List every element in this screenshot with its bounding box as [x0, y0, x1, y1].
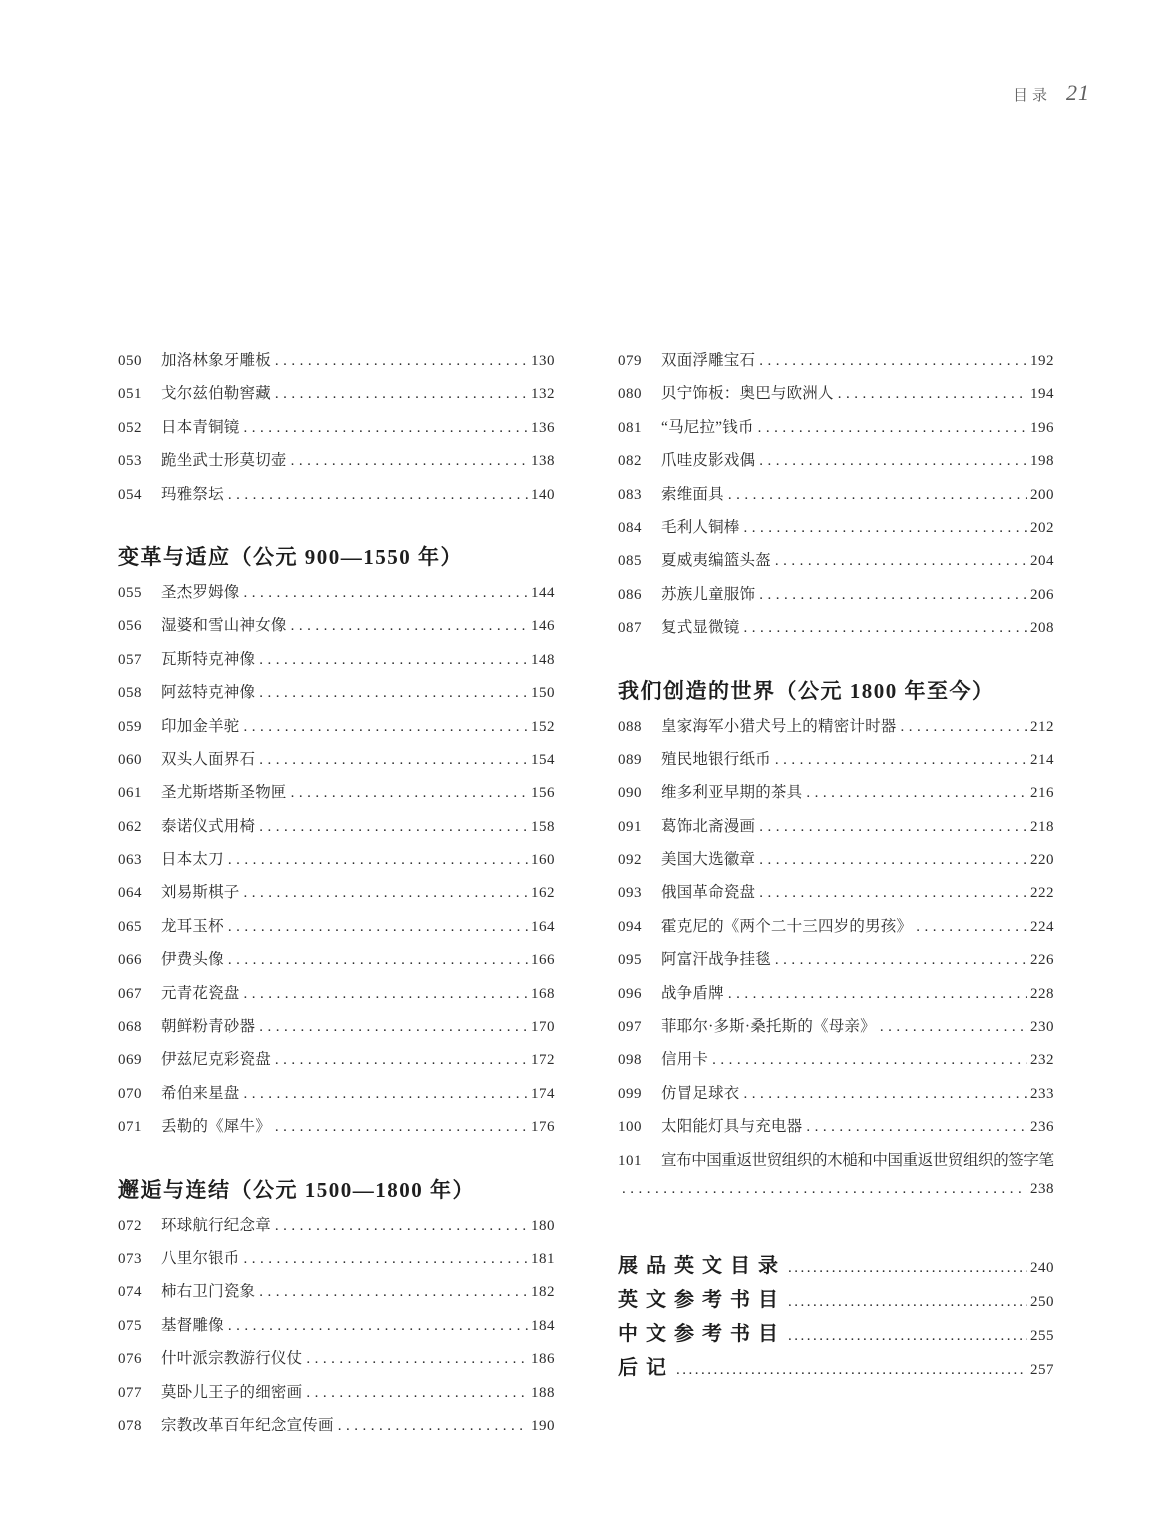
entry-page-number: 144: [531, 584, 555, 601]
entry-page-number: 226: [1030, 952, 1054, 969]
dot-leader: [259, 652, 528, 669]
entry-title: 加洛林象牙雕板: [161, 352, 271, 369]
dot-leader: [244, 1086, 528, 1103]
toc-entry: [618, 880, 1054, 913]
entry-number: 053: [118, 453, 142, 470]
entry-page-number: 220: [1030, 852, 1054, 869]
entry-number: 099: [618, 1085, 642, 1102]
entry-page-number: 188: [531, 1384, 555, 1401]
dot-leader: [806, 785, 1027, 802]
toc-entry: [118, 1413, 555, 1446]
entry-number: 082: [618, 453, 642, 470]
entry-number: 093: [618, 885, 642, 902]
dot-leader: [275, 386, 528, 403]
dot-leader: [275, 1218, 528, 1235]
entry-page-number: 186: [531, 1351, 555, 1368]
toc-entry: [618, 448, 1054, 481]
dot-leader: [744, 520, 1027, 537]
entry-title: 伊费头像: [161, 951, 224, 969]
toc-entry: [118, 914, 555, 947]
entry-title: 贝宁饰板：奥巴与欧洲人: [661, 385, 834, 403]
toc-entry: [118, 1114, 555, 1147]
entry-number: 069: [118, 1052, 142, 1069]
dot-leader: [275, 1119, 528, 1136]
entry-page-number: 146: [531, 618, 555, 635]
backmatter-entry: [618, 1249, 1054, 1283]
dot-leader: [758, 420, 1027, 437]
entry-title: 刘易斯棋子: [161, 884, 240, 902]
dot-leader: [244, 1251, 528, 1268]
entry-number: 060: [118, 751, 142, 768]
dot-leader: [244, 719, 528, 736]
entry-number: 088: [618, 718, 642, 735]
toc-entry: [118, 981, 555, 1014]
dot-leader: [775, 952, 1027, 969]
toc-entry: [118, 780, 555, 813]
entry-page-number: 180: [531, 1217, 555, 1234]
entry-number: 074: [118, 1284, 142, 1301]
toc-entry: [618, 381, 1054, 414]
dot-leader: [916, 919, 1027, 936]
dot-leader: [759, 819, 1027, 836]
entry-page-number: 200: [1030, 486, 1054, 503]
entry-page-number: 240: [1030, 1260, 1054, 1277]
entry-number: 052: [118, 419, 142, 436]
entry-number: 073: [118, 1250, 142, 1267]
entry-title: 伊兹尼克彩瓷盘: [161, 1051, 271, 1069]
toc-entry: [618, 1148, 1054, 1181]
entry-page-number: 212: [1030, 718, 1054, 735]
dot-leader: [275, 353, 528, 370]
dot-leader: [306, 1385, 528, 1402]
toc-entry: [118, 613, 555, 646]
toc-entry: [618, 515, 1054, 548]
entry-title: 丢勒的《犀牛》: [161, 1118, 271, 1136]
toc-entry: [118, 1213, 555, 1246]
entry-number: 095: [618, 952, 642, 969]
dot-leader: [259, 1284, 528, 1301]
dot-leader: [259, 1019, 528, 1036]
entry-title: 什叶派宗教游行仪仗: [161, 1350, 303, 1368]
entry-page-number: 228: [1030, 985, 1054, 1002]
entry-number: 051: [118, 386, 142, 403]
entry-number: 080: [618, 386, 642, 403]
entry-title: 美国大选徽章: [661, 851, 756, 869]
entry-number: 064: [118, 885, 142, 902]
dot-leader: [244, 986, 528, 1003]
page-header: [1013, 80, 1090, 106]
entry-page-number: 236: [1030, 1119, 1054, 1136]
entry-page-number: 198: [1030, 453, 1054, 470]
dot-leader: [712, 1052, 1027, 1069]
toc-entry: [118, 1246, 555, 1279]
entry-number: 062: [118, 818, 142, 835]
entry-number: 068: [118, 1019, 142, 1036]
entry-title: 元青花瓷盘: [161, 984, 240, 1002]
entry-page-number: 148: [531, 651, 555, 668]
entry-number: 055: [118, 584, 142, 601]
entry-page-number: 170: [531, 1019, 555, 1036]
entry-page-number: 136: [531, 419, 555, 436]
entry-number: 091: [618, 818, 642, 835]
toc-entry: [618, 582, 1054, 615]
entry-title: 英文参考书目: [618, 1289, 786, 1312]
entry-title: 战争盾牌: [661, 984, 724, 1002]
entry-number: 079: [618, 353, 642, 369]
dot-leader: [259, 819, 528, 836]
toc-entry: [118, 647, 555, 680]
entry-title: 宗教改革百年纪念宣传画: [161, 1416, 334, 1434]
dot-leader: [775, 553, 1027, 570]
toc-entry: [118, 1346, 555, 1379]
entry-title: 索维面具: [661, 485, 724, 503]
entry-title: 圣尤斯塔斯圣物匣: [161, 784, 287, 802]
entry-page-number: 130: [531, 353, 555, 369]
entry-title: 瓦斯特克神像: [161, 650, 256, 668]
toc-entry: [118, 680, 555, 713]
entry-number: 100: [618, 1119, 642, 1136]
toc-entry: [118, 1313, 555, 1346]
dot-leader: [788, 1328, 1027, 1345]
header-page-number: 21: [1066, 80, 1090, 105]
entry-title: 希伯来星盘: [161, 1084, 240, 1102]
toc-entry: [618, 981, 1054, 1014]
dot-leader: [744, 620, 1027, 637]
entry-title: 阿兹特克神像: [161, 684, 256, 702]
dot-leader: [228, 919, 528, 936]
entry-page-number: 172: [531, 1052, 555, 1069]
entry-title: 圣杰罗姆像: [161, 583, 240, 601]
dot-leader: [759, 852, 1027, 869]
entry-title: 龙耳玉杯: [161, 917, 224, 935]
entry-title: 夏威夷编篮头盔: [661, 552, 771, 570]
entry-title: 复式显微镜: [661, 619, 740, 637]
dot-leader: [291, 453, 528, 470]
toc-entry: [118, 947, 555, 980]
toc-column-right: [618, 348, 1054, 1385]
entry-number: 058: [118, 685, 142, 702]
toc-entry: [118, 1279, 555, 1312]
toc-entry: [118, 814, 555, 847]
entry-page-number: 255: [1030, 1328, 1054, 1345]
entry-title: 戈尔兹伯勒窖藏: [161, 385, 271, 403]
entry-page-number: 224: [1030, 918, 1054, 935]
entry-number: 098: [618, 1052, 642, 1069]
entry-number: 094: [618, 918, 642, 935]
entry-title: 信用卡: [661, 1051, 709, 1069]
entry-page-number: 152: [531, 718, 555, 735]
toc-entry: [618, 914, 1054, 947]
backmatter-block: [618, 1249, 1054, 1385]
toc-entry: [118, 747, 555, 780]
entry-number: 089: [618, 751, 642, 768]
toc-entry-continuation: [618, 1181, 1054, 1214]
entry-title: 维多利亚早期的茶具: [661, 784, 803, 802]
entry-page-number: 150: [531, 685, 555, 702]
entry-number: 067: [118, 985, 142, 1002]
toc-entry: [618, 947, 1054, 980]
entry-title: 菲耶尔·多斯·桑托斯的《母亲》: [661, 1018, 876, 1036]
dot-leader: [259, 685, 528, 702]
entry-title: 霍克尼的《两个二十三四岁的男孩》: [661, 917, 913, 935]
dot-leader: [728, 487, 1027, 504]
entry-number: 092: [618, 852, 642, 869]
toc-entry: [618, 1081, 1054, 1114]
entry-number: 054: [118, 486, 142, 503]
toc-entry: [618, 714, 1054, 747]
entry-page-number: 156: [531, 785, 555, 802]
toc-entry: [618, 1047, 1054, 1080]
entry-title: 皇家海军小猎犬号上的精密计时器: [661, 717, 897, 735]
dot-leader: [291, 785, 528, 802]
dot-leader: [244, 420, 528, 437]
entry-number: 084: [618, 519, 642, 536]
toc-entry: [118, 381, 555, 414]
dot-leader: [259, 752, 528, 769]
dot-leader: [759, 353, 1027, 370]
entry-page-number: 140: [531, 486, 555, 503]
header-section-label: 目录: [1012, 88, 1051, 104]
toc-column-left: [118, 348, 555, 1446]
entry-number: 085: [618, 553, 642, 570]
entry-title: 殖民地银行纸币: [661, 750, 771, 768]
backmatter-entry: [618, 1317, 1054, 1351]
entry-page-number: 257: [1030, 1362, 1054, 1379]
section-heading: 变革与适应（公元 900—1550 年）: [118, 545, 463, 570]
entry-title: 跪坐武士形莫切壶: [161, 452, 287, 470]
entry-title: 玛雅祭坛: [161, 485, 224, 503]
entry-page-number: 190: [531, 1417, 555, 1434]
entry-title: 柿右卫门瓷象: [161, 1283, 256, 1301]
entry-page-number: 218: [1030, 818, 1054, 835]
entry-title: 基督雕像: [161, 1316, 224, 1334]
toc-entry: [118, 714, 555, 747]
toc-entry: [618, 780, 1054, 813]
entry-page-number: 202: [1030, 519, 1054, 536]
entry-page-number: 162: [531, 885, 555, 902]
entry-page-number: 204: [1030, 553, 1054, 570]
dot-leader: [291, 618, 528, 635]
dot-leader: [338, 1418, 528, 1435]
entry-number: 083: [618, 486, 642, 503]
entry-number: 090: [618, 785, 642, 802]
entry-number: 066: [118, 952, 142, 969]
toc-entry: [118, 415, 555, 448]
entry-title: 展品英文目录: [618, 1255, 786, 1278]
entry-number: 075: [118, 1317, 142, 1334]
entry-page-number: 174: [531, 1085, 555, 1102]
toc-entry: [118, 1047, 555, 1080]
entry-number: 078: [118, 1417, 142, 1434]
entry-page-number: 166: [531, 952, 555, 969]
entry-page-number: 184: [531, 1317, 555, 1334]
entry-title: 双面浮雕宝石: [661, 352, 756, 369]
entry-number: 050: [118, 353, 142, 369]
entry-number: 056: [118, 618, 142, 635]
entry-title: 太阳能灯具与充电器: [661, 1118, 803, 1136]
toc-entry: [118, 448, 555, 481]
entry-number: 101: [618, 1152, 642, 1169]
dot-leader: [228, 952, 528, 969]
toc-entry: [118, 482, 555, 515]
entry-title: 苏族儿童服饰: [661, 585, 756, 603]
entry-title: 日本太刀: [161, 851, 224, 869]
toc-entry: [118, 580, 555, 613]
toc-entry: [618, 847, 1054, 880]
dot-leader: [775, 752, 1027, 769]
toc-entry: [618, 615, 1054, 648]
dot-leader: [759, 885, 1027, 902]
toc-entry: [118, 1014, 555, 1047]
entry-page-number: 222: [1030, 885, 1054, 902]
entry-number: 081: [618, 419, 642, 436]
entry-number: 087: [618, 620, 642, 637]
entry-number: 063: [118, 852, 142, 869]
toc-entry: [118, 880, 555, 913]
dot-leader: [228, 852, 528, 869]
entry-page-number: 132: [531, 386, 555, 403]
entry-page-number: 250: [1030, 1294, 1054, 1311]
entry-page-number: 230: [1030, 1019, 1054, 1036]
entry-page-number: 168: [531, 985, 555, 1002]
entry-title: 日本青铜镜: [161, 418, 240, 436]
dot-leader: [759, 587, 1027, 604]
entry-page-number: 158: [531, 818, 555, 835]
dot-leader: [788, 1260, 1027, 1277]
entry-number: 070: [118, 1085, 142, 1102]
entry-page-number: 176: [531, 1119, 555, 1136]
toc-entry: [618, 482, 1054, 515]
dot-leader: [306, 1351, 528, 1368]
entry-page-number: 154: [531, 751, 555, 768]
entry-number: 097: [618, 1019, 642, 1036]
entry-number: 057: [118, 651, 142, 668]
entry-title: 中文参考书目: [618, 1323, 786, 1346]
entry-page-number: 181: [531, 1250, 555, 1267]
entry-title: 俄国革命瓷盘: [661, 884, 756, 902]
section-heading: 邂逅与连结（公元 1500—1800 年）: [118, 1178, 475, 1203]
entry-number: 071: [118, 1119, 142, 1136]
entry-page-number: 232: [1030, 1052, 1054, 1069]
backmatter-entry: [618, 1283, 1054, 1317]
entry-page-number: 138: [531, 453, 555, 470]
toc-entry: [618, 548, 1054, 581]
entry-number: 077: [118, 1384, 142, 1401]
dot-leader: [838, 386, 1027, 403]
section-heading: 我们创造的世界（公元 1800 年至今）: [618, 679, 995, 704]
toc-entry: [118, 348, 555, 381]
entry-title: 毛利人铜棒: [661, 518, 740, 536]
entry-title: 宣布中国重返世贸组织的木槌和中国重返世贸组织的签字笔: [661, 1151, 1054, 1169]
toc-entry: [618, 814, 1054, 847]
entry-number: 072: [118, 1217, 142, 1234]
entry-title: 莫卧儿王子的细密画: [161, 1383, 303, 1401]
entry-page-number: 194: [1030, 386, 1054, 403]
backmatter-entry: [618, 1351, 1054, 1385]
toc-entry: [618, 415, 1054, 448]
entry-title: “马尼拉”钱币: [661, 418, 754, 436]
dot-leader: [880, 1019, 1027, 1036]
entry-page-number: 164: [531, 918, 555, 935]
dot-leader: [788, 1294, 1027, 1311]
entry-number: 061: [118, 785, 142, 802]
entry-page-number: 192: [1030, 353, 1054, 369]
entry-page-number: 182: [531, 1284, 555, 1301]
entry-title: 湿婆和雪山神女像: [161, 617, 287, 635]
entry-title: 爪哇皮影戏偶: [661, 452, 756, 470]
entry-title: 朝鲜粉青砂器: [161, 1018, 256, 1036]
entry-title: 八里尔银币: [161, 1249, 240, 1267]
entry-title: 葛饰北斋漫画: [661, 817, 756, 835]
entry-number: 065: [118, 918, 142, 935]
entry-page-number: 214: [1030, 751, 1054, 768]
entry-page-number: 233: [1030, 1085, 1054, 1102]
toc-entry: [118, 1380, 555, 1413]
entry-title: 印加金羊驼: [161, 717, 240, 735]
dot-leader: [622, 1181, 1027, 1198]
entry-number: 096: [618, 985, 642, 1002]
dot-leader: [244, 585, 528, 602]
toc-entry: [618, 348, 1054, 381]
entry-page-number: 208: [1030, 620, 1054, 637]
dot-leader: [244, 885, 528, 902]
dot-leader: [275, 1052, 528, 1069]
toc-entry: [618, 1014, 1054, 1047]
entry-number: 059: [118, 718, 142, 735]
entry-title: 环球航行纪念章: [161, 1216, 271, 1234]
toc-entry: [118, 847, 555, 880]
dot-leader: [744, 1086, 1027, 1103]
entry-title: 泰诺仪式用椅: [161, 817, 256, 835]
dot-leader: [901, 719, 1027, 736]
dot-leader: [759, 453, 1027, 470]
dot-leader: [228, 1318, 528, 1335]
toc-entry: [618, 747, 1054, 780]
entry-title: 阿富汗战争挂毯: [661, 951, 771, 969]
entry-page-number: 196: [1030, 419, 1054, 436]
toc-entry: [118, 1081, 555, 1114]
entry-title: 仿冒足球衣: [661, 1084, 740, 1102]
entry-page-number: 160: [531, 852, 555, 869]
dot-leader: [728, 986, 1027, 1003]
entry-number: 076: [118, 1351, 142, 1368]
entry-number: 086: [618, 586, 642, 603]
entry-page-number: 216: [1030, 785, 1054, 802]
entry-title: 双头人面界石: [161, 750, 256, 768]
dot-leader: [228, 487, 528, 504]
entry-page-number: 206: [1030, 586, 1054, 603]
entry-title: 后记: [618, 1357, 674, 1380]
toc-entry: [618, 1114, 1054, 1147]
dot-leader: [676, 1362, 1027, 1379]
entry-page-number: 238: [1030, 1180, 1054, 1197]
dot-leader: [806, 1119, 1027, 1136]
